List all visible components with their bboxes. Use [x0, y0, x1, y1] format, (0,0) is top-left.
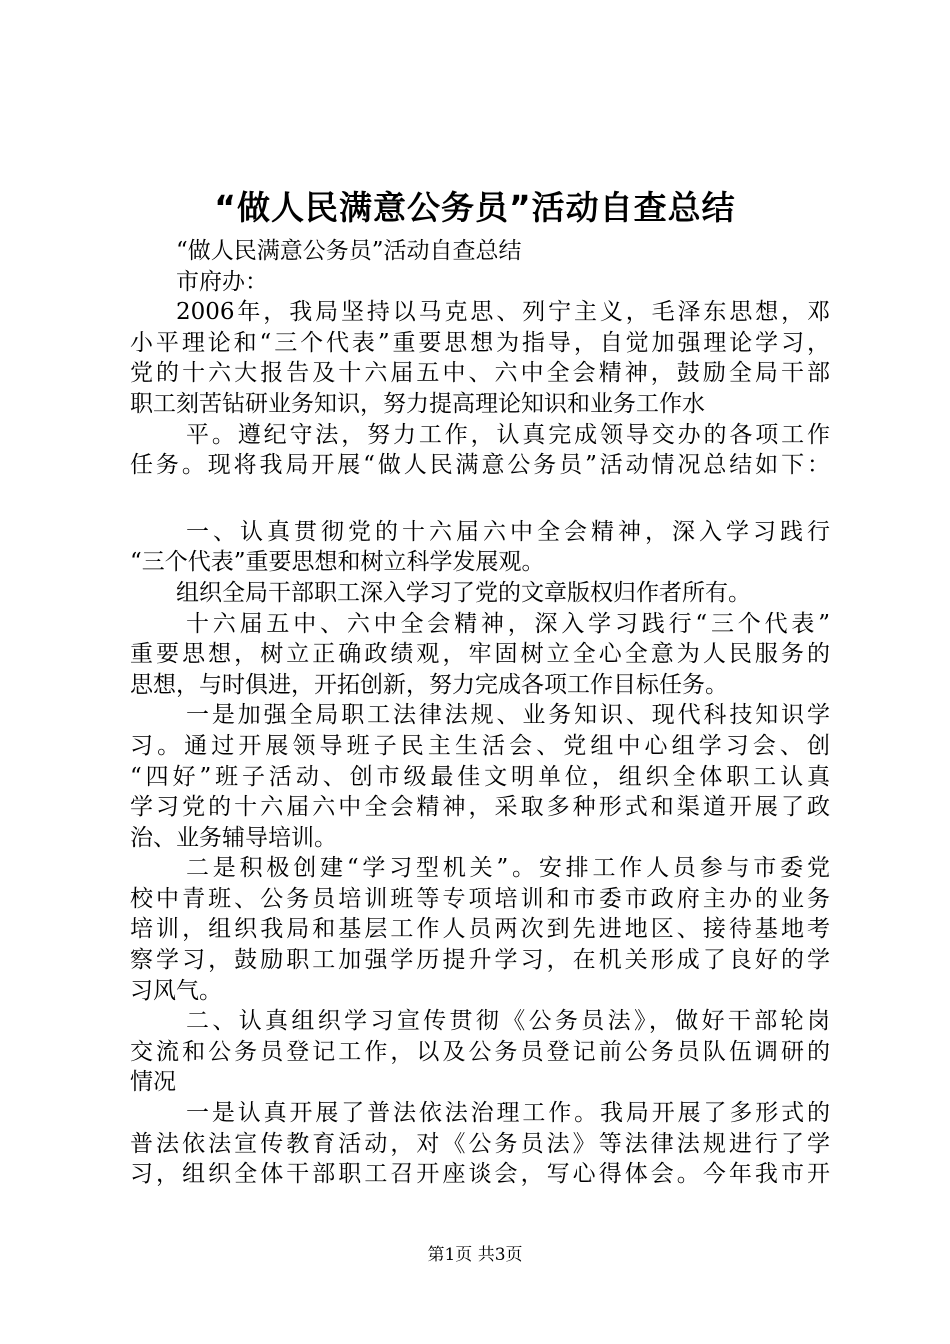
text-line: 2006年，我局坚持以马克思、列宁主义，毛泽东思想，邓: [176, 299, 830, 326]
subtitle-line: “做人民满意公务员”活动自查总结: [176, 238, 522, 264]
section-heading-line: 情况: [130, 1069, 176, 1096]
text-line: 十六届五中、六中全会精神，深入学习践行“三个代表”: [186, 610, 830, 637]
text-line: 任务。现将我局开展“做人民满意公务员”活动情况总结如下：: [130, 452, 830, 479]
text-line: 党的十六大报告及十六届五中、六中全会精神，鼓励全局干部: [130, 360, 830, 387]
text-line: 职工刻苦钻研业务知识，努力提高理论知识和业务工作水: [130, 390, 705, 417]
text-line: 重要思想，树立正确政绩观，牢固树立全心全意为人民服务的: [130, 641, 830, 668]
paragraph-gap: [130, 481, 830, 517]
text-line: 习，组织全体干部职工召开座谈会，写心得体会。今年我市开: [130, 1161, 830, 1188]
text-line: “四好”班子活动、创市级最佳文明单位，组织全体职工认真: [130, 763, 830, 790]
text-line: 二是积极创建“学习型机关”。安排工作人员参与市委党: [186, 855, 830, 882]
page-footer: 第1页 共3页: [427, 1245, 523, 1265]
text-line: 培训，组织我局和基层工作人员两次到先进地区、接待基地考: [130, 916, 830, 943]
text-line: 学习党的十六届六中全会精神，采取多种形式和渠道开展了政: [130, 794, 830, 821]
text-line: 一是加强全局职工法律法规、业务知识、现代科技知识学: [186, 702, 830, 729]
section-heading-line: 一、认真贯彻党的十六届六中全会精神，深入学习践行: [186, 518, 830, 545]
text-line: 小平理论和“三个代表”重要思想为指导，自觉加强理论学习，: [130, 329, 830, 356]
text-line: 治、业务辅导培训。: [130, 824, 337, 851]
addressee-line: 市府办：: [176, 268, 268, 295]
section-heading-line: “三个代表”重要思想和树立科学发展观。: [130, 549, 545, 576]
text-line: 校中青班、公务员培训班等专项培训和市委市政府主办的业务: [130, 885, 830, 912]
text-line: 习。通过开展领导班子民主生活会、党组中心组学习会、创: [130, 732, 830, 759]
text-line: 平。遵纪守法，努力工作，认真完成领导交办的各项工作: [186, 421, 830, 448]
text-line: 思想，与时俱进，开拓创新，努力完成各项工作目标任务。: [130, 671, 728, 698]
text-line: 习风气。: [130, 977, 222, 1004]
document-title: “做人民满意公务员”活动自查总结: [214, 188, 736, 227]
text-line: 一是认真开展了普法依法治理工作。我局开展了多形式的: [186, 1100, 830, 1127]
section-heading-line: 二、认真组织学习宣传贯彻《公务员法》，做好干部轮岗: [186, 1008, 830, 1035]
section-heading-line: 交流和公务员登记工作，以及公务员登记前公务员队伍调研的: [130, 1038, 830, 1065]
text-line: 察学习，鼓励职工加强学历提升学习，在机关形成了良好的学: [130, 947, 830, 974]
text-line: 组织全局干部职工深入学习了党的文章版权归作者所有。: [176, 579, 751, 606]
document-body: [130, 236, 830, 1190]
text-line: 普法依法宣传教育活动，对《公务员法》等法律法规进行了学: [130, 1130, 830, 1157]
